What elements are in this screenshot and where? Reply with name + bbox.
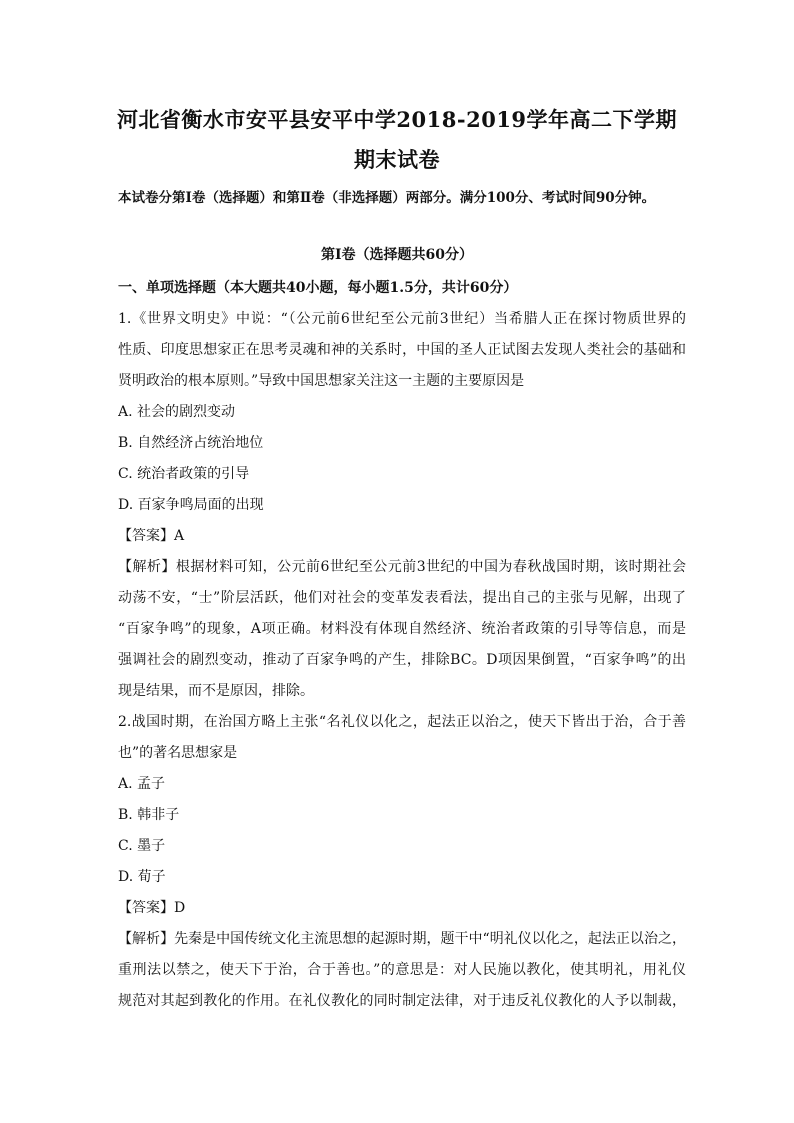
document-title-line2: 期末试卷 <box>354 147 440 172</box>
analysis-line: 【解析】先秦是中国传统文化主流思想的起源时期，题干中“明礼仪以化之，起法正以治之， <box>118 931 686 947</box>
option-c: C. 墨子 <box>118 838 166 854</box>
analysis-line: 现是结果，而不是原因，排除。 <box>118 683 314 699</box>
option-a: A. 孟子 <box>118 776 166 792</box>
question-stem-line: 贤明政治的根本原则。”导致中国思想家关注这一主题的主要原因是 <box>118 373 525 389</box>
analysis-line: 规范对其起到教化的作用。在礼仪教化的同时制定法律，对于违反礼仪教化的人予以制裁， <box>118 993 686 1009</box>
analysis-line: 【解析】根据材料可知，公元前6世纪至公元前3世纪的中国为春秋战国时期，该时期社会 <box>118 559 686 575</box>
question-stem-line: 1.《世界文明史》中说：“（公元前6世纪至公元前3世纪）当希腊人正在探讨物质世界的 <box>118 311 686 327</box>
analysis-line: 重刑法以禁之，使天下于治，合于善也。”的意思是：对人民施以教化，使其明礼，用礼仪 <box>118 962 686 978</box>
answer: 【答案】D <box>118 900 186 916</box>
analysis-line: 强调社会的剧烈变动，推动了百家争鸣的产生，排除BC。D项因果倒置，“百家争鸣”的出 <box>118 652 686 668</box>
question-1 <box>118 304 686 707</box>
option-d: D. 荀子 <box>118 869 166 885</box>
question-stem-line: 2.战国时期，在治国方略上主张“名礼仪以化之，起法正以治之，使天下皆出于治，合于善 <box>118 714 686 730</box>
option-d: D. 百家争鸣局面的出现 <box>118 497 264 513</box>
option-b: B. 自然经济占统治地位 <box>118 435 264 451</box>
question-2 <box>118 707 686 1017</box>
part-heading: 一、单项选择题（本大题共40小题，每小题1.5分，共计60分） <box>118 280 518 296</box>
option-c: C. 统治者政策的引导 <box>118 466 250 482</box>
question-content <box>118 273 686 1017</box>
section-title: 第Ⅰ卷（选择题共60分） <box>320 247 474 263</box>
document-title-line1: 河北省衡水市安平县安平中学2018-2019学年高二下学期 <box>116 107 678 132</box>
analysis-line: 动荡不安，“士”阶层活跃，他们对社会的变革发表看法，提出自己的主张与见解，出现了 <box>118 590 686 606</box>
answer: 【答案】A <box>118 528 185 544</box>
option-b: B. 韩非子 <box>118 807 180 823</box>
question-stem-line: 性质、印度思想家正在思考灵魂和神的关系时，中国的圣人正试图去发现人类社会的基础和 <box>118 342 686 358</box>
exam-intro: 本试卷分第Ⅰ卷（选择题）和第Ⅱ卷（非选择题）两部分。满分100分、考试时间90分钟。 <box>118 190 656 206</box>
analysis-line: “百家争鸣”的现象，A项正确。材料没有体现自然经济、统治者政策的引导等信息，而是 <box>118 621 686 637</box>
question-stem-line: 也”的著名思想家是 <box>118 745 238 761</box>
option-a: A. 社会的剧烈变动 <box>118 404 236 420</box>
